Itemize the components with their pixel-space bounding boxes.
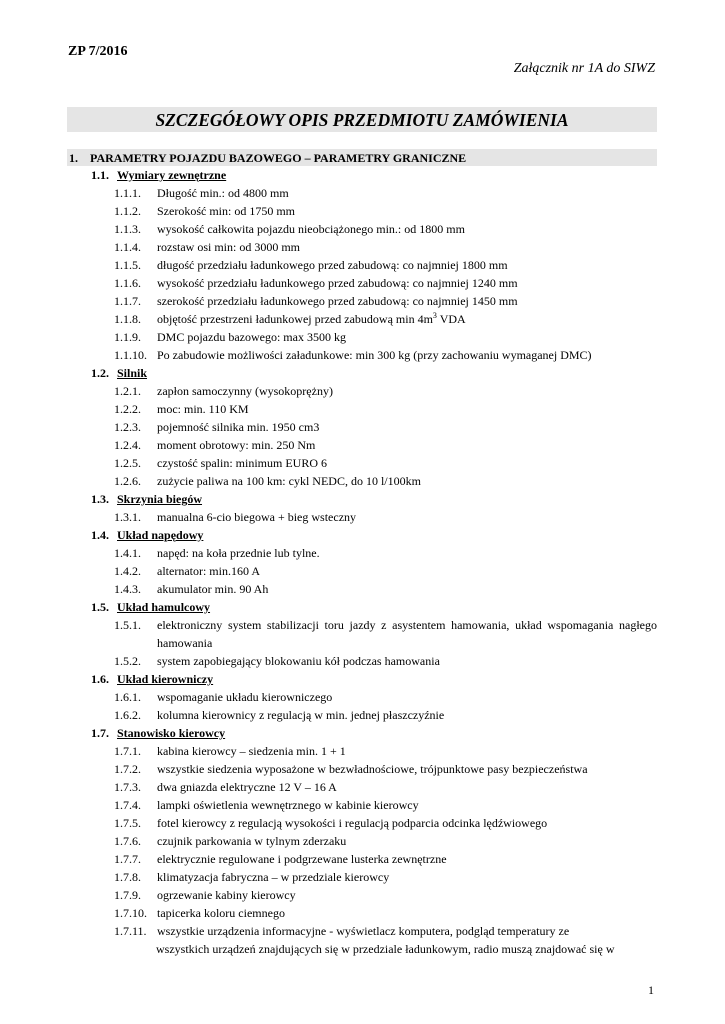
subsection-label: Układ hamulcowy <box>117 600 211 614</box>
item-number: 1.1.7. <box>114 294 141 308</box>
subsection-label: Wymiary zewnętrzne <box>117 168 227 182</box>
list-item <box>0 508 725 526</box>
list-item <box>0 202 725 220</box>
list-item <box>0 472 725 490</box>
subsection-number: 1.1. <box>91 168 109 182</box>
item-text: akumulator min. 90 Ah <box>157 582 269 596</box>
item-text: długość przedziału ładunkowego przed zabudową: co najmniej 1800 mm <box>157 258 508 272</box>
item-number: 1.1.4. <box>114 240 141 254</box>
section-heading <box>67 149 657 166</box>
item-number: 1.1.1. <box>114 186 141 200</box>
list-item <box>0 310 725 328</box>
list-item <box>0 274 725 292</box>
item-number: 1.4.3. <box>114 582 141 596</box>
item-text: Po zabudowie możliwości załadunkowe: min 300 kg (przy zachowaniu wymaganej DMC) <box>157 348 592 362</box>
list-item <box>0 778 725 796</box>
list-item <box>0 616 725 652</box>
list-item <box>0 580 725 598</box>
list-item <box>0 814 725 832</box>
list-item <box>0 382 725 400</box>
subsection-number: 1.3. <box>91 492 109 506</box>
item-text: elektrycznie regulowane i podgrzewane lusterka zewnętrzne <box>157 852 447 866</box>
item-number: 1.2.1. <box>114 384 141 398</box>
item-number: 1.7.5. <box>114 816 141 830</box>
item-text-main: objętość przestrzeni ładunkowej przed zabudową min 4m <box>157 312 433 326</box>
subsection-label: Skrzynia biegów <box>117 492 203 506</box>
subsection-label: Silnik <box>117 366 148 380</box>
section-label: PARAMETRY POJAZDU BAZOWEGO – PARAMETRY GRANICZNE <box>90 151 467 165</box>
subsection-heading <box>0 166 725 184</box>
item-text: elektroniczny system stabilizacji toru jazdy z asystentem hamowania, układ wspomagania nagłego hamowania <box>157 618 657 650</box>
list-item <box>0 544 725 562</box>
item-number: 1.7.2. <box>114 762 141 776</box>
item-number: 1.3.1. <box>114 510 141 524</box>
list-item <box>0 346 725 364</box>
item-number: 1.7.4. <box>114 798 141 812</box>
item-number: 1.7.11. <box>114 924 147 938</box>
list-item <box>0 850 725 868</box>
item-text: Szerokość min: od 1750 mm <box>157 204 295 218</box>
item-number: 1.1.3. <box>114 222 141 236</box>
item-text: czujnik parkowania w tylnym zderzaku <box>157 834 347 848</box>
attachment-label: Załącznik nr 1A do SIWZ <box>513 61 655 76</box>
item-text <box>157 922 657 958</box>
item-text-continuation: wszystkich urządzeń znajdujących się w przedziale ładunkowym, radio muszą znajdować się w <box>156 942 615 956</box>
subsection-heading <box>0 490 725 508</box>
list-item <box>0 742 725 760</box>
item-number: 1.2.4. <box>114 438 141 452</box>
section-number: 1. <box>69 151 78 165</box>
item-text: czystość spalin: minimum EURO 6 <box>157 456 327 470</box>
subsection-heading <box>0 670 725 688</box>
list-item <box>0 418 725 436</box>
item-number: 1.6.2. <box>114 708 141 722</box>
item-text: lampki oświetlenia wewnętrznego w kabinie kierowcy <box>157 798 419 812</box>
item-text-suffix: VDA <box>436 312 466 326</box>
item-number: 1.1.9. <box>114 330 141 344</box>
item-number: 1.2.6. <box>114 474 141 488</box>
item-text: rozstaw osi min: od 3000 mm <box>157 240 300 254</box>
item-text: kabina kierowcy – siedzenia min. 1 + 1 <box>157 744 346 758</box>
item-text: Długość min.: od 4800 mm <box>157 186 289 200</box>
item-text: wspomaganie układu kierowniczego <box>157 690 333 704</box>
item-text <box>157 310 657 328</box>
list-item <box>0 184 725 202</box>
item-text: kolumna kierownicy z regulacją w min. jednej płaszczyźnie <box>157 708 445 722</box>
item-text: ogrzewanie kabiny kierowcy <box>157 888 296 902</box>
item-text: DMC pojazdu bazowego: max 3500 kg <box>157 330 346 344</box>
item-number: 1.4.1. <box>114 546 141 560</box>
item-number: 1.2.3. <box>114 420 141 434</box>
item-text: tapicerka koloru ciemnego <box>157 906 285 920</box>
list-item <box>0 796 725 814</box>
item-number: 1.5.2. <box>114 654 141 668</box>
list-item <box>0 328 725 346</box>
item-number: 1.2.2. <box>114 402 141 416</box>
subsection-number: 1.5. <box>91 600 109 614</box>
subsection-label: Stanowisko kierowcy <box>117 726 226 740</box>
item-number: 1.1.5. <box>114 258 141 272</box>
item-text: moc: min. 110 KM <box>157 402 249 416</box>
document-title: SZCZEGÓŁOWY OPIS PRZEDMIOTU ZAMÓWIENIA <box>67 107 657 132</box>
item-text: zapłon samoczynny (wysokoprężny) <box>157 384 333 398</box>
item-text: klimatyzacja fabryczna – w przedziale kierowcy <box>157 870 390 884</box>
list-item <box>0 292 725 310</box>
list-item <box>0 562 725 580</box>
item-text: manualna 6-cio biegowa + bieg wsteczny <box>157 510 357 524</box>
subsection-heading <box>0 598 725 616</box>
subsection-number: 1.4. <box>91 528 109 542</box>
item-number: 1.7.3. <box>114 780 141 794</box>
list-item <box>0 832 725 850</box>
list-item <box>0 454 725 472</box>
item-text: szerokość przedziału ładunkowego przed zabudową: co najmniej 1450 mm <box>157 294 518 308</box>
list-item <box>0 238 725 256</box>
item-number: 1.7.6. <box>114 834 141 848</box>
list-item <box>0 400 725 418</box>
list-item <box>0 886 725 904</box>
item-number: 1.1.8. <box>114 312 141 326</box>
item-text: wszystkie siedzenia wyposażone w bezwładnościowe, trójpunktowe pasy bezpieczeństwa <box>157 762 588 776</box>
list-item <box>0 256 725 274</box>
item-number: 1.7.9. <box>114 888 141 902</box>
item-number: 1.1.2. <box>114 204 141 218</box>
item-number: 1.1.6. <box>114 276 141 290</box>
item-number: 1.2.5. <box>114 456 141 470</box>
item-text: napęd: na koła przednie lub tylne. <box>157 546 320 560</box>
subsection-label: Układ napędowy <box>117 528 204 542</box>
list-item <box>0 436 725 454</box>
list-item <box>0 220 725 238</box>
item-text: zużycie paliwa na 100 km: cykl NEDC, do 10 l/100km <box>157 474 421 488</box>
item-text: alternator: min.160 A <box>157 564 260 578</box>
item-text: fotel kierowcy z regulacją wysokości i regulacją podparcia odcinka lędźwiowego <box>157 816 548 830</box>
list-item <box>0 688 725 706</box>
list-item <box>0 904 725 922</box>
item-text: pojemność silnika min. 1950 cm3 <box>157 420 320 434</box>
subsection-label: Układ kierowniczy <box>117 672 214 686</box>
superscript: 3 <box>432 311 437 320</box>
subsection-number: 1.2. <box>91 366 109 380</box>
item-text: moment obrotowy: min. 250 Nm <box>157 438 316 452</box>
list-item <box>0 868 725 886</box>
item-number: 1.1.10. <box>114 348 147 362</box>
document-reference: ZP 7/2016 <box>68 44 128 59</box>
item-text: wysokość całkowita pojazdu nieobciążonego min.: od 1800 mm <box>157 222 465 236</box>
list-item <box>0 922 725 958</box>
page-number: 1 <box>648 983 654 997</box>
list-item <box>0 652 725 670</box>
item-number: 1.6.1. <box>114 690 141 704</box>
subsection-number: 1.6. <box>91 672 109 686</box>
subsection-heading <box>0 364 725 382</box>
item-number: 1.7.10. <box>114 906 147 920</box>
item-number: 1.4.2. <box>114 564 141 578</box>
subsection-heading <box>0 526 725 544</box>
item-text: system zapobiegający blokowaniu kół podczas hamowania <box>157 654 440 668</box>
item-text: dwa gniazda elektryczne 12 V – 16 A <box>157 780 337 794</box>
item-number: 1.7.8. <box>114 870 141 884</box>
list-item <box>0 760 725 778</box>
item-number: 1.7.7. <box>114 852 141 866</box>
subsection-heading <box>0 724 725 742</box>
list-item <box>0 706 725 724</box>
subsection-number: 1.7. <box>91 726 109 740</box>
item-number: 1.7.1. <box>114 744 141 758</box>
item-text: wysokość przedziału ładunkowego przed zabudową: co najmniej 1240 mm <box>157 276 518 290</box>
spec-list <box>0 166 725 958</box>
item-number: 1.5.1. <box>114 618 141 632</box>
item-text-main: wszystkie urządzenia informacyjne - wyświetlacz komputera, podgląd temperatury ze <box>157 924 570 938</box>
